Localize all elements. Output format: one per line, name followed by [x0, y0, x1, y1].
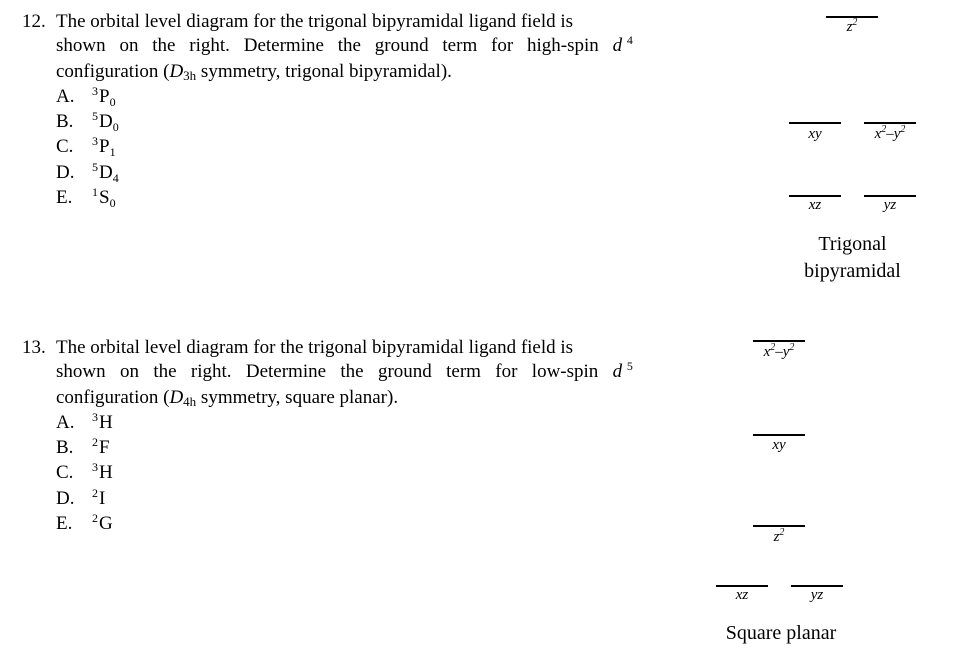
term-symbol: $^5D_0$ [92, 109, 119, 135]
question-line-2: shown on the right. Determine the ground term for high-spin d $^4$ [56, 34, 634, 59]
choice-e[interactable]: E. $^2$G [56, 512, 642, 537]
term-symbol: $^2$I [92, 485, 106, 509]
orbital-label-z2: $z^2$ [846, 17, 858, 35]
question-line-1: The orbital level diagram for the trigonal bipyramidal ligand field is [56, 11, 574, 32]
choice-b[interactable]: B. $^2$F [56, 436, 642, 461]
choice-c[interactable]: C. $^3$H [56, 461, 642, 486]
choice-e[interactable]: E. $^1S_0$ [56, 185, 116, 211]
term-symbol: $^3$H [92, 460, 113, 484]
orbital-label-yz: yz [810, 587, 824, 603]
orbital-label-xy: xy [808, 126, 822, 142]
choice-a[interactable]: A. $^3$H [56, 411, 642, 436]
question-number: 13. [22, 337, 46, 358]
term-symbol: $^3P_1$ [92, 134, 116, 160]
energy-level-x2-y2 [864, 122, 916, 124]
question-line-2: shown on the right. Determine the ground term for low-spin d $^5$ [56, 360, 634, 385]
orbital-label-xz: xz [808, 197, 822, 213]
question-number: 12. [22, 11, 46, 32]
choice-b[interactable]: B. $^5D_0$ [56, 109, 119, 135]
term-symbol: $^5D_4$ [92, 159, 119, 185]
term-symbol: $^3$H [92, 409, 113, 433]
orbital-label-z2: $z^2$ [773, 527, 785, 545]
question-line-3: configuration (D4h symmetry, square planar). [56, 386, 399, 409]
choice-d[interactable]: D. $^2$I [56, 487, 642, 512]
question-13-stem [22, 336, 642, 411]
choice-c[interactable]: C. $^3P_1$ [56, 134, 116, 160]
d-electron-count: d $^5$ [612, 359, 633, 383]
orbital-label-x2-y2: $x^2-y^2$ [874, 124, 906, 142]
choice-d[interactable]: D. $^5D_4$ [56, 159, 119, 185]
orbital-label-x2-y2: $x^2-y^2$ [763, 342, 795, 360]
energy-level-xy [753, 434, 805, 436]
answer-choices [56, 85, 642, 211]
energy-level-xy [789, 122, 841, 124]
term-symbol: $^1S_0$ [92, 185, 116, 211]
question-13 [22, 336, 642, 537]
question-12-stem [22, 10, 642, 85]
term-symbol: $^3P_0$ [92, 83, 116, 109]
orbital-label-yz: yz [883, 197, 897, 213]
d-electron-count: d $^4$ [612, 33, 633, 57]
term-symbol: $^2$F [92, 435, 110, 459]
question-line-3: configuration (D3h symmetry, trigonal bipyramidal). [56, 60, 452, 83]
answer-choices [56, 411, 642, 537]
orbital-label-xy: xy [772, 437, 786, 453]
question-line-1: The orbital level diagram for the trigonal bipyramidal ligand field is [56, 337, 574, 358]
diagram-caption: Square planar [725, 622, 837, 644]
diagram-caption: Trigonal bipyramidal [804, 233, 901, 282]
orbital-label-xz: xz [735, 587, 749, 603]
question-12 [22, 10, 642, 211]
energy-level-x2-y2 [753, 340, 805, 342]
choice-a[interactable]: A. $^3P_0$ [56, 83, 116, 109]
term-symbol: $^2$G [92, 511, 113, 535]
